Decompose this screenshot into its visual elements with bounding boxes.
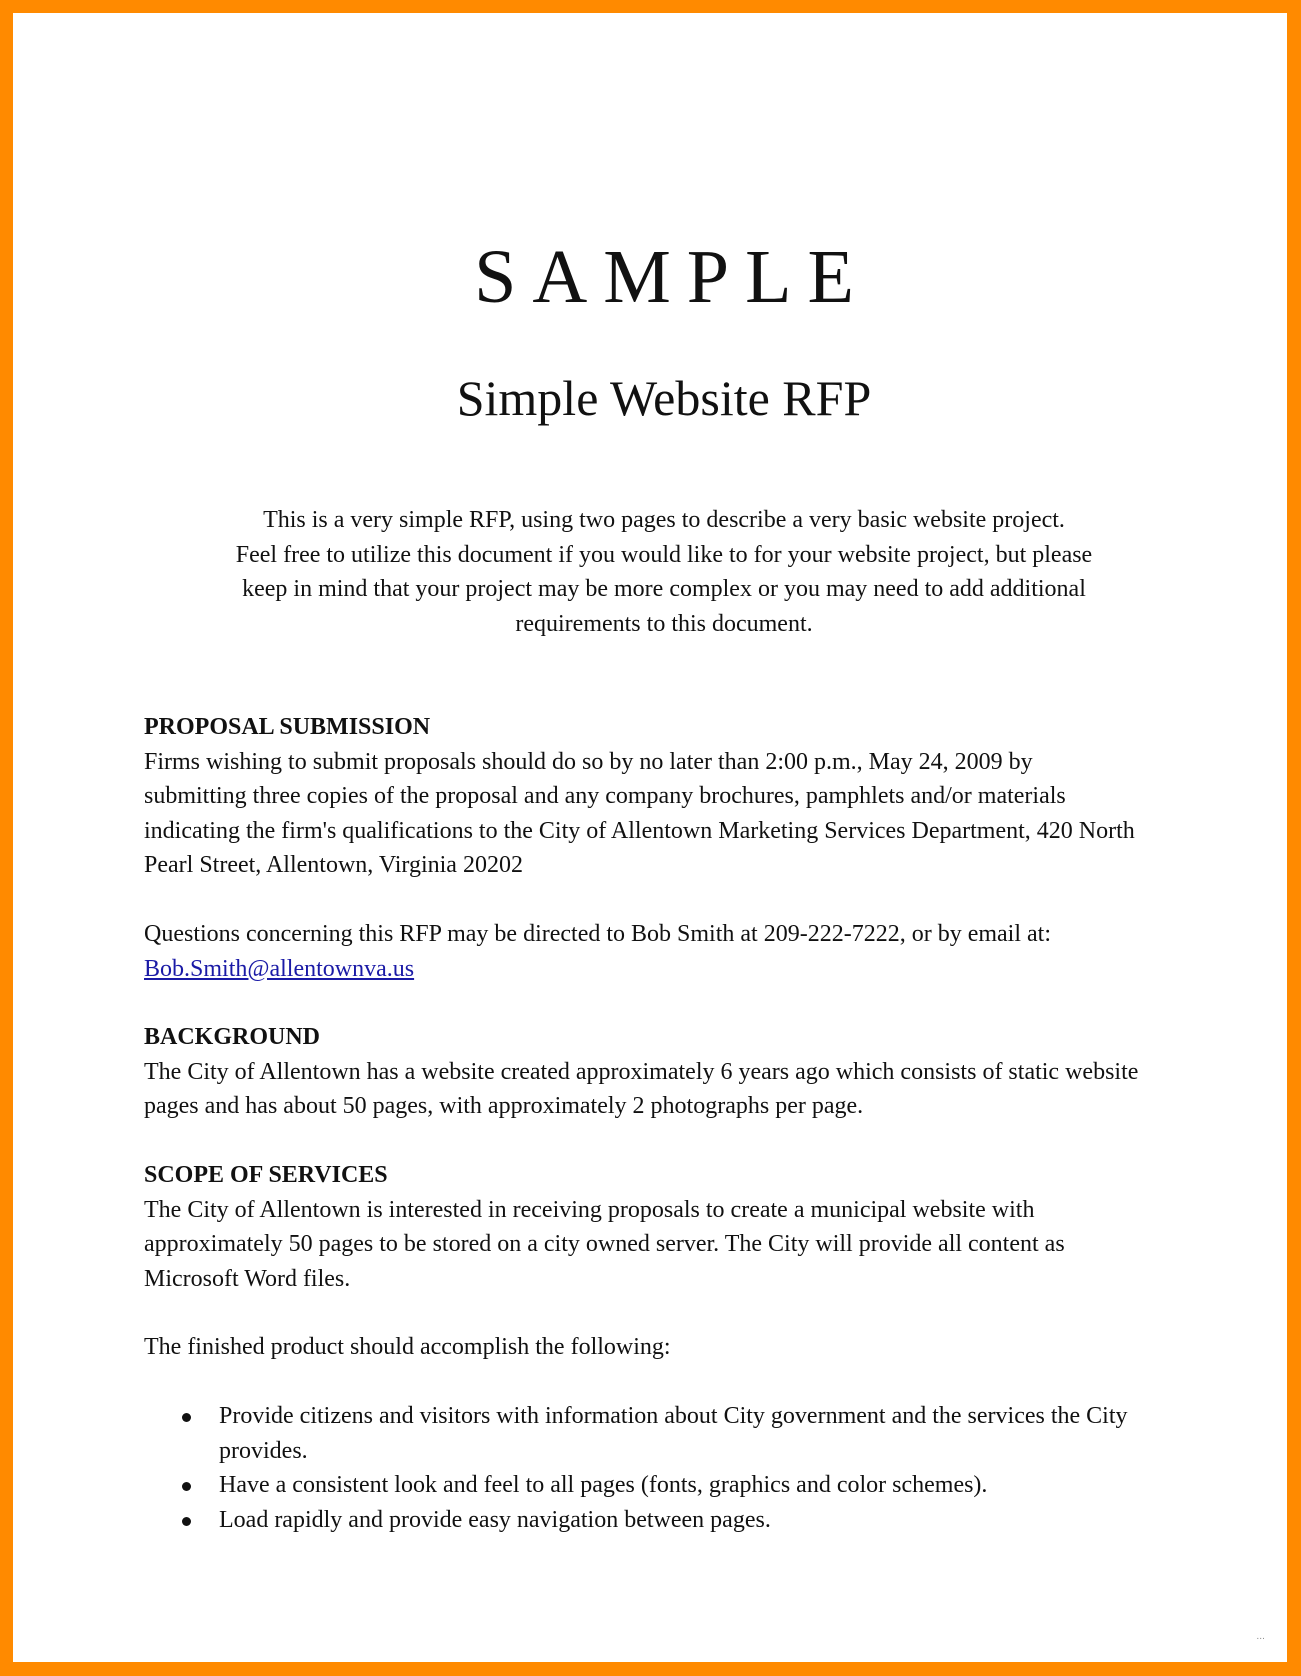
- scope-heading: SCOPE OF SERVICES: [144, 1162, 388, 1188]
- goals-list: [144, 1399, 1184, 1537]
- goals-list-container: [144, 1399, 1184, 1537]
- list-item: [144, 1503, 1184, 1538]
- paragraph-line: The City of Allentown is interested in receiving proposals to create a municipal website with: [144, 1196, 1035, 1223]
- paragraph-line: Firms wishing to submit proposals should do so by no later than 2:00 p.m., May 24, 2009 by: [144, 748, 1033, 775]
- proposal-submission-heading: PROPOSAL SUBMISSION: [144, 714, 431, 740]
- scope-section: [144, 1158, 1184, 1296]
- proposal-submission-section: [144, 710, 1184, 883]
- corner-mark: ...: [1256, 1632, 1265, 1642]
- intro-line: This is a very simple RFP, using two pages to describe a very basic website project.: [263, 507, 1065, 533]
- intro-line: Feel free to utilize this document if you would like to for your website project, but please: [235, 541, 1093, 568]
- background-section: [144, 1020, 1184, 1124]
- background-heading: BACKGROUND: [144, 1024, 321, 1050]
- bullet-icon: [182, 1517, 191, 1526]
- list-item: [144, 1399, 1184, 1468]
- paragraph-line: indicating the firm's qualifications to the City of Allentown Marketing Services Department, 420 North: [144, 817, 1135, 844]
- document-title: SAMPLE: [474, 235, 870, 319]
- paragraph-line: Microsoft Word files.: [144, 1265, 351, 1292]
- paragraph-line: submitting three copies of the proposal and any company brochures, pamphlets and/or materials: [144, 783, 1066, 809]
- bullet-icon: [182, 1413, 191, 1422]
- contact-email-link[interactable]: Bob.Smith@allentownva.us: [144, 955, 415, 982]
- paragraph-line: Pearl Street, Allentown, Virginia 20202: [144, 852, 523, 878]
- list-item-line: Load rapidly and provide easy navigation between pages.: [219, 1506, 771, 1533]
- intro-line: requirements to this document.: [515, 610, 813, 637]
- list-item-line: Provide citizens and visitors with information about City government and the services the City: [219, 1403, 1128, 1429]
- goals-intro: [144, 1330, 1184, 1365]
- intro-paragraph: [144, 503, 1184, 641]
- questions-paragraph: [144, 917, 1184, 986]
- intro-line: keep in mind that your project may be more complex or you may need to add additional: [242, 576, 1086, 602]
- questions-line: Questions concerning this RFP may be directed to Bob Smith at 209-222-7222, or by email at:: [144, 921, 1051, 947]
- list-item: [144, 1468, 1184, 1503]
- bullet-icon: [182, 1482, 191, 1491]
- paragraph-line: approximately 50 pages to be stored on a city owned server. The City will provide all content as: [144, 1231, 1065, 1257]
- list-item-line: provides.: [219, 1437, 308, 1464]
- document-subtitle: Simple Website RFP: [456, 370, 872, 426]
- goals-intro-line: The finished product should accomplish the following:: [144, 1334, 671, 1360]
- paragraph-line: The City of Allentown has a website created approximately 6 years ago which consists of static website: [144, 1058, 1139, 1085]
- paragraph-line: pages and has about 50 pages, with approximately 2 photographs per page.: [144, 1093, 864, 1119]
- list-item-line: Have a consistent look and feel to all pages (fonts, graphics and color schemes).: [219, 1472, 988, 1498]
